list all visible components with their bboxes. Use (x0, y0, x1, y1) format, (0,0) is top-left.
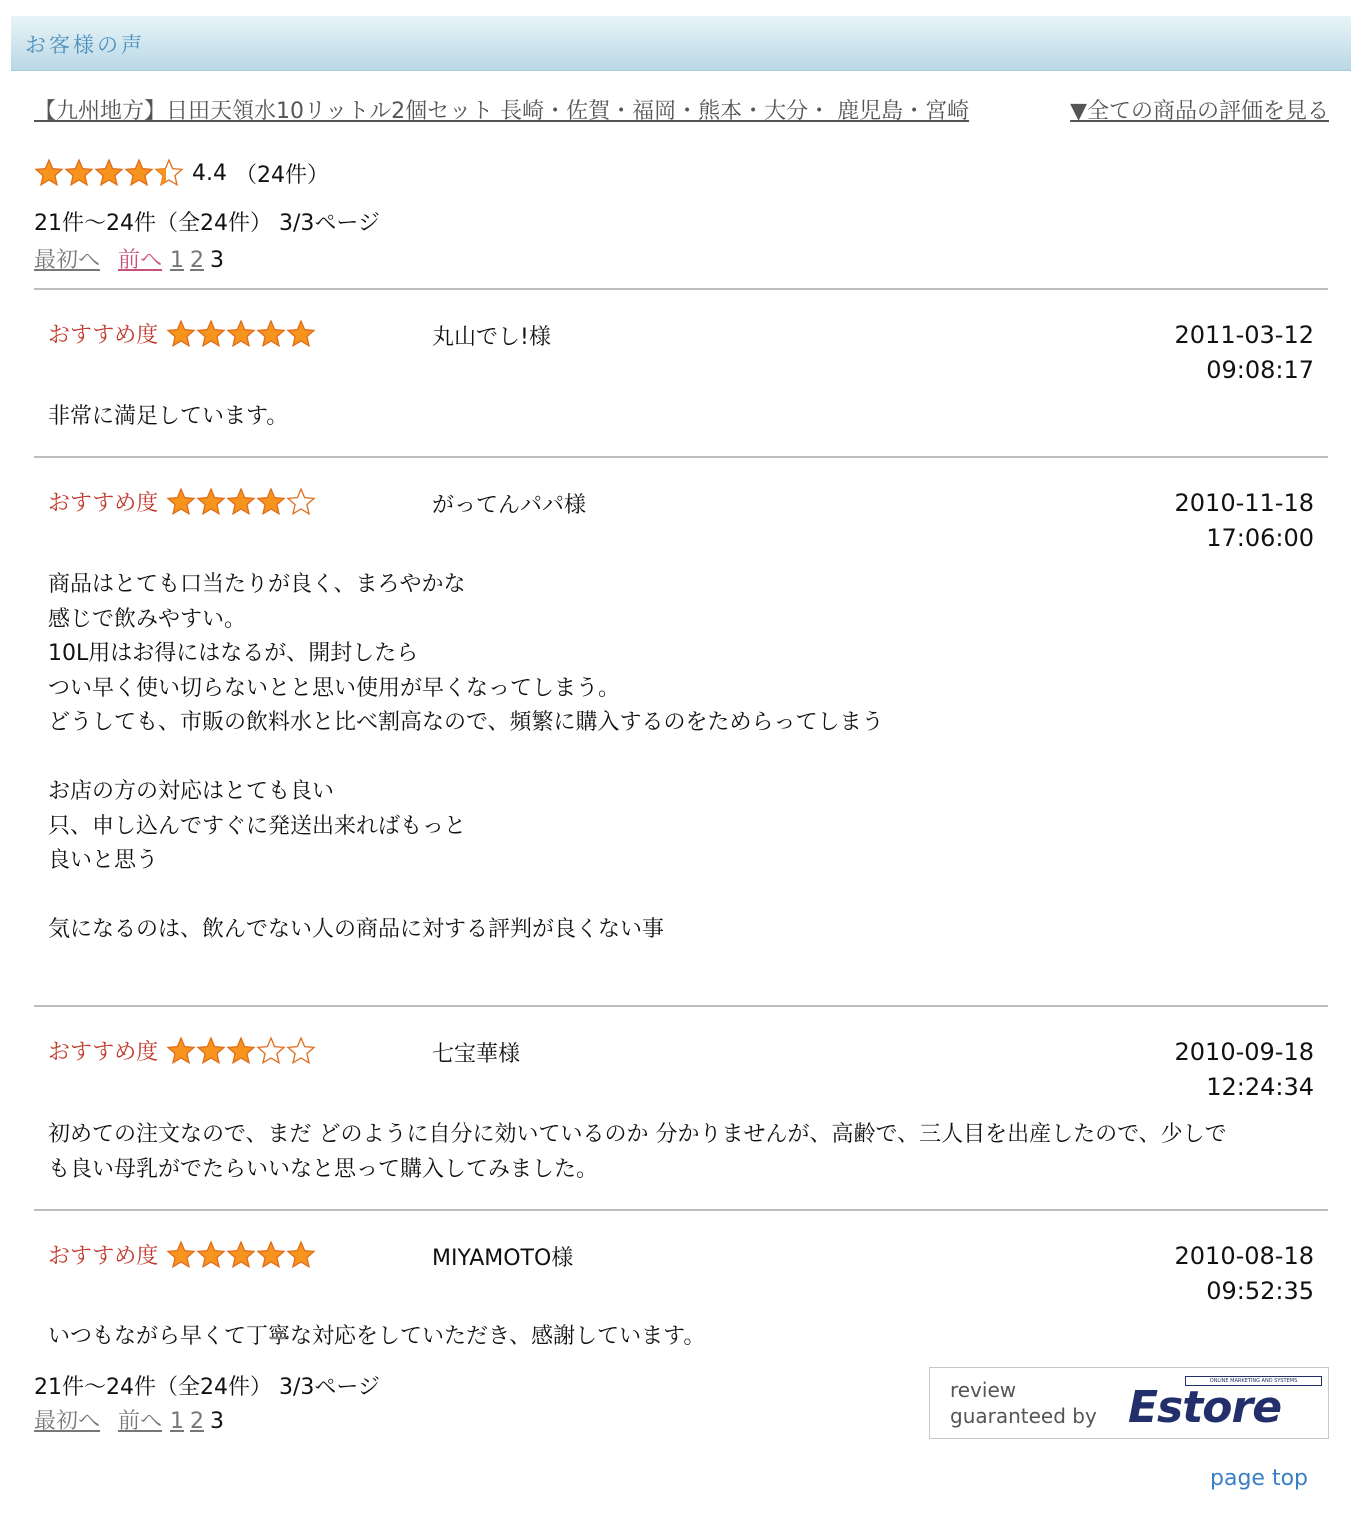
review-body: いつもながら早くて丁寧な対応をしていただき、感謝しています。 (48, 1324, 706, 1349)
recommend-label: おすすめ度 (48, 1244, 159, 1269)
review-time: 17:06:00 (1206, 524, 1314, 552)
star-filled-icon (286, 1240, 316, 1270)
review-stars (166, 1036, 316, 1066)
result-range: 21件〜24件（全24件） 3/3ページ (34, 211, 380, 236)
review-date: 2010-11-18 (1174, 489, 1314, 517)
review-stars (166, 1240, 316, 1270)
review-datetime (1175, 486, 1314, 556)
star-filled-icon (166, 487, 196, 517)
star-filled-icon (64, 158, 94, 188)
review-body: 非常に満足しています。 (48, 404, 289, 429)
review-stars (166, 319, 316, 349)
reviewer-name: 丸山でし!様 (432, 325, 551, 350)
star-filled-icon (256, 1240, 286, 1270)
pager-top (34, 243, 224, 274)
summary-stars (34, 158, 184, 188)
section-header (11, 16, 1351, 71)
recommend-label: おすすめ度 (48, 323, 159, 348)
rating-value: 4.4 (192, 160, 227, 186)
pager-prev-link[interactable]: 前へ (118, 248, 163, 273)
pager-current-page: 3 (210, 248, 225, 273)
divider (34, 456, 1328, 458)
badge-line-1: review (950, 1378, 1017, 1402)
star-filled-icon (94, 158, 124, 188)
rating-summary (34, 156, 329, 190)
star-filled-icon (124, 158, 154, 188)
star-filled-icon (256, 487, 286, 517)
product-link[interactable]: 【九州地方】日田天領水10リットル2個セット 長崎・佐賀・福岡・熊本・大分・ 鹿児島・宮崎 (34, 99, 970, 124)
review-time: 09:08:17 (1206, 356, 1314, 384)
review-guarantee-badge[interactable] (929, 1367, 1329, 1439)
recommend-label: おすすめ度 (48, 1040, 159, 1065)
pager-prev-link[interactable]: 前へ (118, 1409, 163, 1434)
recommend-rating (48, 486, 316, 517)
pager-first-link[interactable]: 最初へ (34, 1409, 101, 1434)
review-date: 2010-09-18 (1174, 1038, 1314, 1066)
divider (34, 288, 1328, 290)
page-top-link[interactable]: page top (1210, 1466, 1308, 1491)
star-filled-icon (196, 1240, 226, 1270)
review-time: 09:52:35 (1206, 1277, 1314, 1305)
star-empty-icon (286, 1036, 316, 1066)
star-filled-icon (286, 319, 316, 349)
divider (34, 1005, 1328, 1007)
star-filled-icon (196, 319, 226, 349)
review-datetime (1175, 1239, 1314, 1309)
review-datetime (1175, 318, 1314, 388)
reviewer-name: 七宝華様 (432, 1042, 521, 1067)
review-body: 初めての注文なので、まだ どのように自分に効いているのか 分かりませんが、高齢で、三人目を出産したので、少しで も良い母乳がでたらいいなと思って購入してみました。 (48, 1122, 1227, 1182)
star-filled-icon (226, 1240, 256, 1270)
star-filled-icon (166, 319, 196, 349)
result-range-bottom: 21件〜24件（全24件） 3/3ページ (34, 1375, 380, 1400)
all-reviews-link[interactable]: ▼全ての商品の評価を見る (1070, 99, 1329, 124)
rating-count: （24件） (235, 162, 329, 188)
recommend-label: おすすめ度 (48, 491, 159, 516)
pager-page-1[interactable]: 1 (170, 1409, 185, 1434)
star-filled-icon (166, 1036, 196, 1066)
star-filled-icon (256, 319, 286, 349)
pager-page-2[interactable]: 2 (190, 1409, 205, 1434)
star-empty-icon (256, 1036, 286, 1066)
star-filled-icon (196, 1036, 226, 1066)
pager-first-link[interactable]: 最初へ (34, 248, 101, 273)
pager-current-page: 3 (210, 1409, 225, 1434)
recommend-rating (48, 1035, 316, 1066)
star-half-icon (154, 158, 184, 188)
star-filled-icon (226, 487, 256, 517)
pager-page-1[interactable]: 1 (170, 248, 185, 273)
reviewer-name: がってんパパ様 (432, 493, 587, 518)
badge-line-2: guaranteed by (950, 1404, 1097, 1428)
estore-logo: Estore (1128, 1382, 1282, 1433)
star-empty-icon (286, 487, 316, 517)
star-filled-icon (166, 1240, 196, 1270)
pager-bottom (34, 1404, 224, 1435)
section-title: お客様の声 (25, 33, 145, 57)
recommend-rating (48, 1239, 316, 1270)
reviewer-name: MIYAMOTO様 (432, 1246, 574, 1271)
estore-tagline: ONLINE MARKETING AND SYSTEMS (1185, 1376, 1322, 1386)
divider (34, 1209, 1328, 1211)
star-filled-icon (196, 487, 226, 517)
review-datetime (1175, 1035, 1314, 1105)
review-date: 2011-03-12 (1174, 321, 1314, 349)
recommend-rating (48, 318, 316, 349)
review-date: 2010-08-18 (1174, 1242, 1314, 1270)
star-filled-icon (226, 1036, 256, 1066)
star-filled-icon (226, 319, 256, 349)
review-time: 12:24:34 (1206, 1073, 1314, 1101)
review-stars (166, 487, 316, 517)
pager-page-2[interactable]: 2 (190, 248, 205, 273)
star-filled-icon (34, 158, 64, 188)
review-body: 商品はとても口当たりが良く、まろやかな 感じで飲みやすい。 10L用はお得にはなるが、開封したら つい早く使い切らないとと思い使用が早くなってしまう。 どうしても、市販の飲料水と比べ割高なので、頻繁に購入するのをためらってしまう お店の方の対応はとても良い 只、申し込んですぐに発送出来ればもっと 良いと思う 気になるのは、飲んでない人の商品に対する評判が良くない事 (48, 572, 884, 942)
